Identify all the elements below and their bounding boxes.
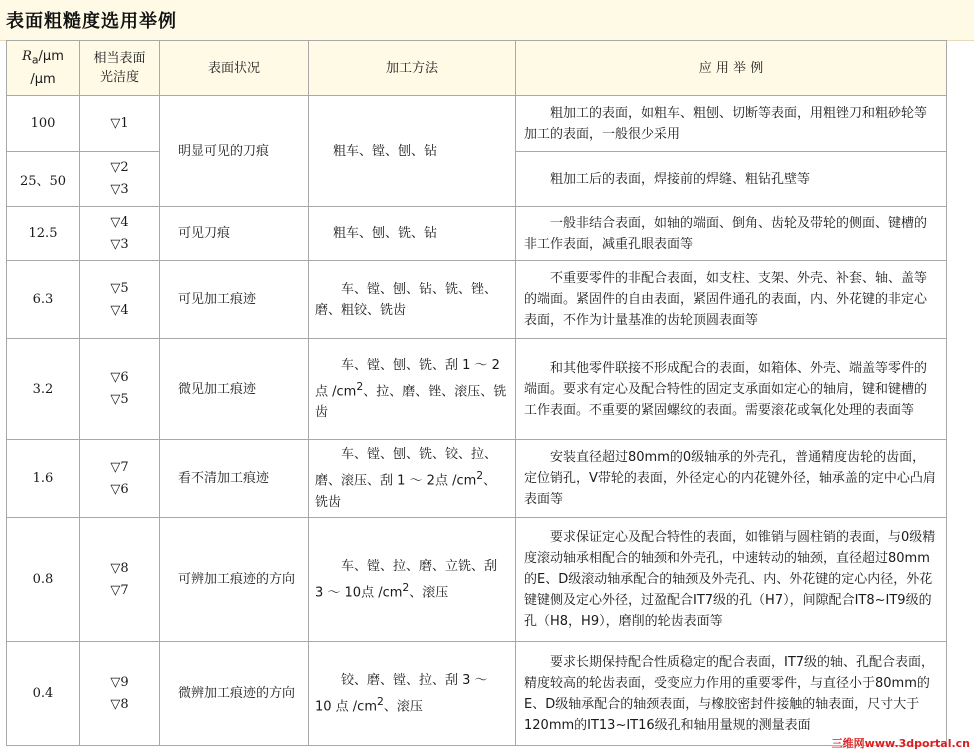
machining-method xyxy=(309,96,516,207)
surface-state: 明显可见的刀痕 xyxy=(160,96,309,207)
method-superscript: 2 xyxy=(402,580,410,594)
surface-state: 可见加工痕迹 xyxy=(160,261,309,339)
finish-symbols xyxy=(80,96,160,152)
method-text: 粗车、镗、刨、钻 xyxy=(333,143,438,159)
application-text: 要求保证定心及配合特性的表面，如锥销与圆柱销的表面，与0级精度滚动轴承相配合的轴颈和外壳孔，中速转动的轴颈，直径超过80mm的E、D级滚动轴承配合的轴颈及外壳孔、内、外花键的定心内径，外花键键侧及定心外径，过盈配合IT7级的孔（H7），间隙配合IT8~IT9级的孔（H8，H9），磨削的轮齿表面等 xyxy=(524,530,936,629)
ra-value: 12.5 xyxy=(7,207,80,261)
surface-state: 可辨加工痕迹的方向 xyxy=(160,518,309,642)
site-watermark: 三维网www.3dportal.cn xyxy=(831,737,970,750)
table-row xyxy=(7,339,947,440)
page-title: 表面粗糙度选用举例 xyxy=(6,11,177,32)
finish-symbol: ▽7 xyxy=(110,459,129,475)
method-text xyxy=(315,556,507,603)
method-text-post: 、滚压 xyxy=(409,585,449,601)
method-text: 车、镗、刨、钻、铣、锉、磨、粗铰、铣齿 xyxy=(315,281,498,318)
header-ra-symbol: R xyxy=(22,49,32,65)
finish-symbols xyxy=(80,642,160,746)
method-text-pre: 车、镗、刨、铣、铰、拉、磨、滚压、刮 1 ～ 2点 /cm xyxy=(315,447,498,489)
finish-symbol: ▽8 xyxy=(110,696,129,712)
method-text xyxy=(315,444,507,512)
ra-value: 25、50 xyxy=(7,152,80,207)
header-state: 表面状况 xyxy=(160,41,309,96)
finish-symbols xyxy=(80,440,160,518)
application-example xyxy=(516,96,947,152)
method-superscript: 2 xyxy=(356,379,364,393)
application-text: 安装直径超过80mm的0级轴承的外壳孔，普通精度齿轮的齿面，定位销孔，V带轮的表面，外径定心的内花键外径，轴承盖的定中心凸肩表面等 xyxy=(524,450,936,507)
table-row xyxy=(7,642,947,746)
application-example xyxy=(516,261,947,339)
method-superscript: 2 xyxy=(476,469,484,483)
machining-method xyxy=(309,642,516,746)
ra-value: 0.8 xyxy=(7,518,80,642)
table-header-row xyxy=(7,41,947,96)
table-row xyxy=(7,518,947,642)
machining-method xyxy=(309,339,516,440)
application-text: 粗加工后的表面，焊接前的焊缝、粗钻孔壁等 xyxy=(550,171,811,187)
roughness-table xyxy=(6,40,947,746)
finish-symbol: ▽2 xyxy=(110,160,129,175)
machining-method xyxy=(309,518,516,642)
surface-state: 微见加工痕迹 xyxy=(160,339,309,440)
finish-symbol: ▽4 xyxy=(110,214,129,230)
method-text-pre: 车、镗、刨、铣、刮 1 ～ 2 点 /cm xyxy=(315,357,500,400)
method-text-post: 、铣齿 xyxy=(315,473,497,510)
table-row xyxy=(7,96,947,152)
header-ra xyxy=(7,41,80,96)
header-ra-sub: a xyxy=(31,53,39,67)
application-example xyxy=(516,339,947,440)
finish-symbol: ▽7 xyxy=(110,582,129,598)
finish-symbol: ▽4 xyxy=(110,302,129,318)
finish-symbols xyxy=(80,339,160,440)
title-bar xyxy=(0,0,974,41)
finish-symbol: ▽3 xyxy=(110,182,129,197)
application-text: 要求长期保持配合性质稳定的配合表面，IT7级的轴、孔配合表面，精度较高的轮齿表面，受变应力作用的重要零件，与直径小于80mm的E、D级轴承配合的轴颈表面，与橡胶密封件接触的轴表面，尺寸大于120mm的IT13~IT16级孔和轴用量规的测量表面 xyxy=(524,654,935,733)
machining-method xyxy=(309,440,516,518)
header-finish-line1: 相当表面 xyxy=(93,51,146,66)
application-text: 和其他零件联接不形成配合的表面，如箱体、外壳、端盖等零件的端面。要求有定心及配合特性的固定支承面如定心的轴肩，键和键槽的工作表面。不重要的紧固螺纹的表面。需要滚花或氧化处理的表面等 xyxy=(524,360,928,418)
finish-symbol: ▽9 xyxy=(110,674,129,690)
application-example xyxy=(516,152,947,207)
application-example xyxy=(516,518,947,642)
finish-symbol: ▽1 xyxy=(110,115,129,131)
finish-symbol: ▽5 xyxy=(110,392,129,407)
application-example xyxy=(516,642,947,746)
finish-symbol: ▽5 xyxy=(110,280,129,296)
method-text-post: 、滚压 xyxy=(383,699,423,715)
finish-symbols xyxy=(80,207,160,261)
application-text: 一般非结合表面，如轴的端面、倒角、齿轮及带轮的侧面、键槽的非工作表面，减重孔眼表面等 xyxy=(524,215,928,252)
header-application: 应 用 举 例 xyxy=(516,41,947,96)
method-text-post: 、拉、磨、锉、滚压、铣齿 xyxy=(315,384,507,421)
application-text: 不重要零件的非配合表面，如支柱、支架、外壳、补套、轴、盖等的端面。紧固件的自由表面，紧固件通孔的表面，内、外花键的非定心表面，不作为计量基准的齿轮顶圆表面等 xyxy=(524,271,928,328)
method-superscript: 2 xyxy=(377,694,384,708)
finish-symbols xyxy=(80,518,160,642)
surface-state: 可见刀痕 xyxy=(160,207,309,261)
ra-value: 6.3 xyxy=(7,261,80,339)
ra-value: 100 xyxy=(7,96,80,152)
application-example xyxy=(516,440,947,518)
finish-symbol: ▽6 xyxy=(110,481,129,497)
header-ra-unit1: /μm xyxy=(38,49,64,65)
method-text-pre: 铰、磨、镗、拉、刮 3 ～ 10 点 /cm xyxy=(315,672,488,715)
finish-symbols xyxy=(80,152,160,207)
table-row xyxy=(7,261,947,339)
finish-symbol: ▽3 xyxy=(110,236,129,252)
ra-value: 1.6 xyxy=(7,440,80,518)
surface-state: 看不清加工痕迹 xyxy=(160,440,309,518)
machining-method xyxy=(309,207,516,261)
finish-symbols xyxy=(80,261,160,339)
table-row xyxy=(7,207,947,261)
surface-state: 微辨加工痕迹的方向 xyxy=(160,642,309,746)
method-text xyxy=(315,670,507,717)
header-finish xyxy=(80,41,160,96)
application-example xyxy=(516,207,947,261)
method-text xyxy=(315,355,507,423)
header-ra-unit2: /μm xyxy=(30,71,56,87)
table-row xyxy=(7,440,947,518)
header-method: 加工方法 xyxy=(309,41,516,96)
header-finish-line2: 光洁度 xyxy=(99,70,139,85)
ra-value: 0.4 xyxy=(7,642,80,746)
application-text: 粗加工的表面，如粗车、粗刨、切断等表面，用粗锉刀和粗砂轮等加工的表面，一般很少采用 xyxy=(524,105,928,142)
finish-symbol: ▽8 xyxy=(110,560,129,576)
machining-method xyxy=(309,261,516,339)
finish-symbol: ▽6 xyxy=(110,370,129,385)
method-text: 粗车、刨、铣、钻 xyxy=(333,226,438,241)
method-text-pre: 车、镗、拉、磨、立铣、刮 3 ～ 10点 /cm xyxy=(315,558,498,601)
ra-value: 3.2 xyxy=(7,339,80,440)
